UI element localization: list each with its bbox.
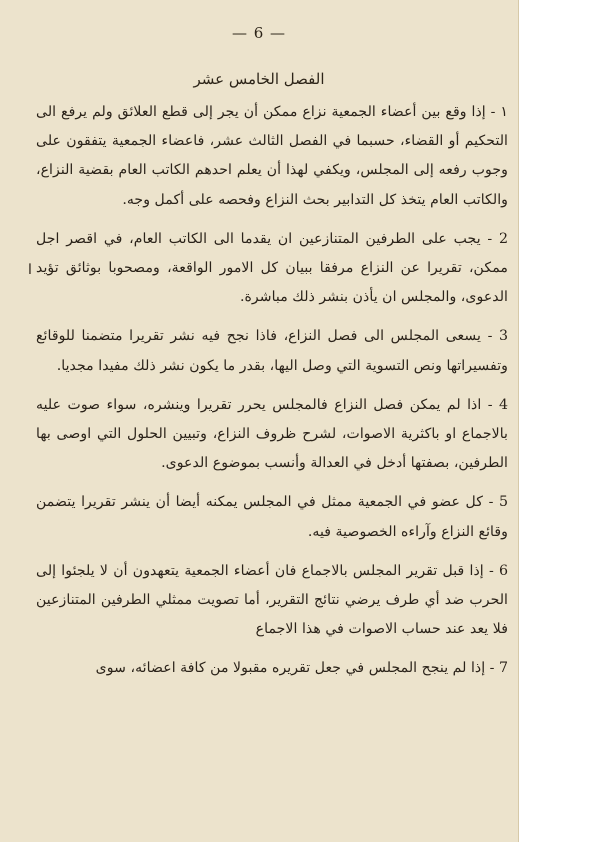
paragraph-1: ١ - إذا وقع بين أعضاء الجمعية نزاع ممكن أن يجر إلى قطع العلائق ولم يرفع الى التحكيم أو القضاء، حسبما في الفصل الثالث عشر، فاعضاء الجمعية يتفقون على وجوب رفعه إلى المجلس، ويكفي لهذا أن يعلم احدهم الكاتب العام بقضية النزاع، والكاتب العام يتخذ كل التدابير بحث النزاع وفحصه على أكمل وجه.	[36, 104, 508, 208]
article-body	[36, 98, 508, 694]
margin-mark: ا	[28, 262, 32, 278]
paragraph-6: 6 - إذا قبل تقرير المجلس بالاجماع فان أعضاء الجمعية يتعهدون أن لا يلجئوا إلى الحرب ضد أي طرف يرضي نتائج التقرير، أما تصويت ممثلي الطرفين المتنازعين فلا يعد عند حساب الاصوات في هذا الاجماع	[36, 562, 508, 638]
chapter-title: الفصل الخامس عشر	[193, 70, 325, 88]
page-number: — 6 —	[231, 24, 287, 42]
paragraph-7: 7 - إذا لم ينجح المجلس في جعل تقريره مقبولا من كافة اعضائه، سوى	[95, 660, 508, 677]
paragraph-3: 3 - يسعى المجلس الى فصل النزاع، فاذا نجح فيه نشر تقريرا متضمنا للوقائع وتفسيراتها ونص التسوية التي وصل اليها، بقدر ما يكون نشر ذلك مفيدا مجديا.	[36, 328, 508, 374]
paragraph-4: 4 - اذا لم يمكن فصل النزاع فالمجلس يحرر تقريرا وينشره، سواء صوت عليه بالاجماع او باكثرية الاصوات، لشرح ظروف النزاع، وتبيين الحلول التي اوصى بها الطرفين، بصفتها أدخل في العدالة وأنسب بموضوع الدعوى.	[36, 396, 508, 472]
paragraph-2: 2 - يجب على الطرفين المتنازعين ان يقدما الى الكاتب العام، في اقصر اجل ممكن، تقريرا عن النزاع مرفقا ببيان كل الامور الواقعة، ومصحوبا بوثائق تؤيد الدعوى، والمجلس ان يأذن بنشر ذلك مباشرة.	[36, 230, 508, 306]
paragraph-5: 5 - كل عضو في الجمعية ممثل في المجلس يمكنه أيضا أن ينشر تقريرا يتضمن وقائع النزاع وآراءه الخصوصية فيه.	[36, 494, 508, 540]
